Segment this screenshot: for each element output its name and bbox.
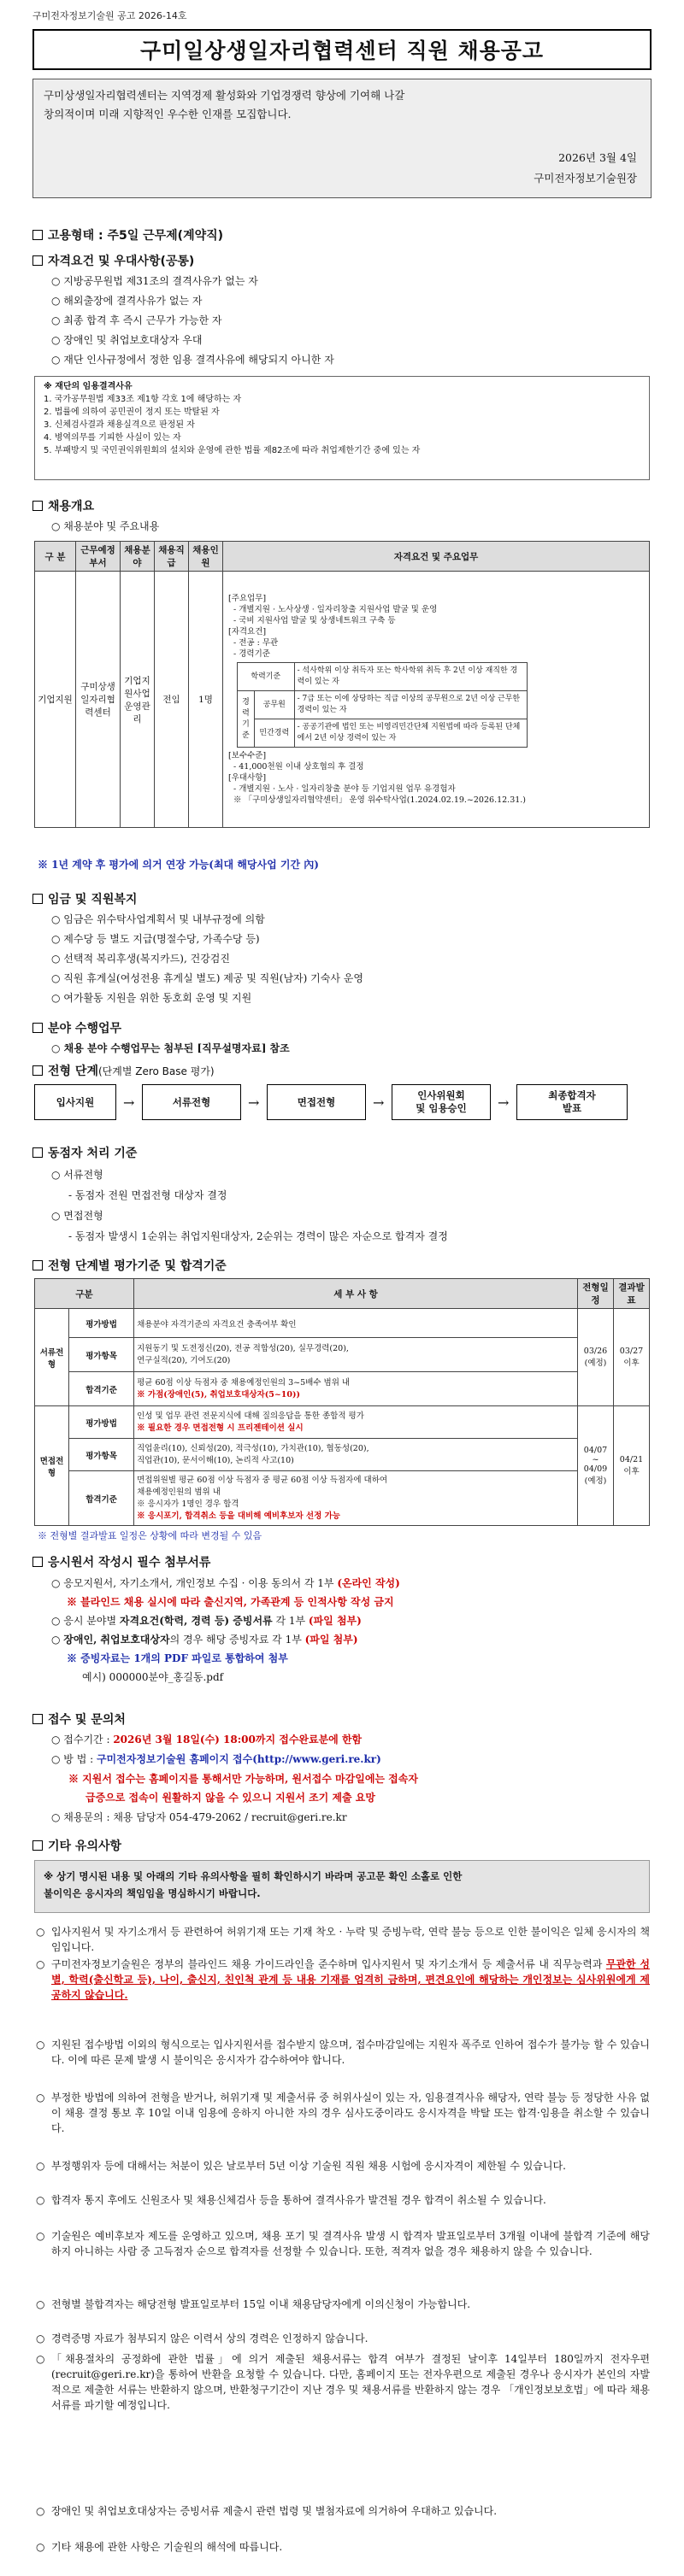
- qual-side: 경력기준: [238, 691, 255, 748]
- section-title: 접수 및 문의처: [48, 1713, 126, 1727]
- stage-document: 서류전형: [142, 1084, 241, 1120]
- bullet-icon: ○: [36, 1958, 45, 1970]
- arrow-right-icon: →: [498, 1094, 510, 1111]
- text-part: ○ 응모지원서, 자기소개서, 개인정보 수집 · 이용 동의서 각 1부: [51, 1577, 338, 1589]
- list-item: ○ 장애인 및 취업보호대상자 우대: [51, 334, 203, 346]
- cell-grade: 전임: [155, 572, 189, 828]
- note-item: [36, 2351, 650, 2449]
- col-header: 채용직급: [155, 542, 189, 572]
- note-emphasis: 무관한 성별, 학력(출신학교 등), 나이, 출신지, 친인척 관계 등 내용 기재를 엄격히 금하며, 편견요인에 해당하는 개인정보는 심사위원에게 제공하지 않습니다.: [51, 1958, 650, 2001]
- doc-result: 03/27 이후: [614, 1309, 650, 1406]
- iv-result: 04/21 이후: [614, 1406, 650, 1526]
- note-text: 장애인 및 취업보호대상자는 증빙서류 제출시 관련 법령 및 별첨자료에 의거하여 우대하고 있습니다.: [51, 2505, 498, 2517]
- stage-flow: [34, 1074, 650, 1127]
- note-text: 경력증명 자료가 첨부되지 않은 이력서 상의 경력은 인정하지 않습니다.: [51, 2332, 369, 2344]
- intro-date: 2026년 3월 4일: [558, 151, 637, 164]
- col-header: 결과발표: [614, 1279, 650, 1309]
- section-documents: [32, 1553, 210, 1570]
- evaluation-table: [34, 1278, 650, 1526]
- value-line: 채용예정인원의 범위 내: [137, 1487, 221, 1497]
- list-item: ○ 선택적 복리후생(복지카드), 건강검진: [51, 953, 230, 965]
- cell-duties: [223, 572, 650, 828]
- section-wages: [32, 890, 137, 907]
- checkbox-icon: [32, 1023, 43, 1033]
- list-item: [51, 1732, 362, 1747]
- list-item: [51, 1613, 362, 1628]
- list-item: ○ 제수당 등 별도 지급(명절수당, 가족수당 등): [51, 933, 260, 945]
- list-item: ○ 여가활동 지원을 위한 동호회 운영 및 지원: [51, 992, 252, 1004]
- doc-schedule: 03/26 (예정): [578, 1309, 614, 1406]
- col-header: 세 부 사 항: [134, 1279, 578, 1309]
- stage-final: 최종합격자 발표: [516, 1084, 628, 1120]
- section-qualifications: [32, 252, 194, 269]
- row-value: [134, 1372, 578, 1406]
- salary-item: - 41,000천원 이내 상호협의 후 결정: [233, 762, 364, 772]
- qual-key: 민간경력: [255, 719, 295, 748]
- bullet-icon: ○: [36, 2505, 45, 2517]
- section-contact: [32, 1710, 126, 1728]
- note-text: 합격자 통지 후에도 신원조사 및 채용신체검사 등을 통하여 결격사유가 발견될 경우 합격이 취소될 수 있습니다.: [51, 2194, 546, 2206]
- arrow-right-icon: →: [373, 1094, 385, 1111]
- section-evaluation: [32, 1257, 227, 1274]
- text-part: ○ 접수기간 :: [51, 1734, 114, 1746]
- checkbox-icon: [32, 501, 43, 511]
- value-line: 평균 60점 이상 득점자 중 채용예정인원의 3~5배수 범위 내: [137, 1377, 351, 1388]
- value-line: ※ 응시자가 1명인 경우 합격: [137, 1499, 239, 1509]
- row-key: 합격기준: [69, 1471, 134, 1526]
- value-line: 면접위원별 평균 60점 이상 득점자 중 평균 60점 이상 득점자에 대하여: [137, 1475, 388, 1485]
- list-item: [51, 1576, 400, 1591]
- pref-item: ※ 「구미상생일자리협약센터」 운영 위수탁사업(1.2024.02.19.~2026.12.31.): [233, 795, 527, 805]
- text-part: (온라인 작성): [337, 1577, 400, 1589]
- stage-iv-label: 면접전형: [35, 1406, 69, 1526]
- stage-committee: 인사위원회 및 임용승인: [392, 1084, 491, 1120]
- value-line: 연구실적(20), 기여도(20): [137, 1355, 231, 1365]
- section-title: 전형 단계: [48, 1065, 98, 1078]
- subsection-label: ○ 채용분야 및 주요내용: [51, 520, 160, 532]
- section-title: 채용개요: [48, 500, 95, 513]
- disq-item: 1. 국가공무원법 제33조 제1항 각호 1에 해당하는 자: [44, 395, 242, 404]
- notice-line: 불이익은 응시자의 책임임을 명심하시기 바랍니다.: [44, 1887, 261, 1899]
- qual-value: - 7급 또는 이에 상당하는 직급 이상의 공무원으로 2년 이상 근무한 경력이 있는 자: [294, 691, 527, 719]
- disq-item: 4. 병역의무를 기피한 사실이 있는 자: [44, 433, 181, 443]
- checkbox-icon: [32, 1147, 43, 1158]
- list-item: ○ 재단 인사규정에서 정한 임용 결격사유에 해당되지 아니한 자: [51, 354, 334, 366]
- notice-line: ※ 상기 명시된 내용 및 아래의 기타 유의사항을 필히 확인하시기 바라며 공고문 확인 소홀로 인한: [44, 1870, 463, 1882]
- section-title: 자격요건 및 우대사항(공통): [48, 255, 195, 268]
- section-title: 기타 유의사항: [48, 1840, 122, 1853]
- section-title: 전형 단계별 평가기준 및 합격기준: [48, 1259, 227, 1273]
- apply-link[interactable]: 구미전자정보기술원 홈페이지 접수(http://www.geri.re.kr): [96, 1753, 381, 1765]
- section-tie-break: [32, 1144, 137, 1161]
- checkbox-icon: [32, 1557, 43, 1567]
- row-value: [134, 1439, 578, 1471]
- cell-field: 기업지원사업운영관리: [121, 572, 155, 828]
- note-item: [36, 2228, 650, 2293]
- col-header: 전형일정: [578, 1279, 614, 1309]
- qual-value: - 석사학위 이상 취득자 또는 학사학위 취득 후 2년 이상 재직한 경력이 있는 자: [294, 663, 527, 691]
- col-header: 근무예정부서: [76, 542, 121, 572]
- list-item: [51, 1752, 381, 1767]
- bullet-icon: ○: [36, 2194, 45, 2206]
- note-text: 부정한 방법에 의하여 전형을 받거나, 허위기재 및 제출서류 중 허위사실이 있는 자, 임용결격사유 해당자, 연락 불능 등 정당한 사유 없이 채용 결정 통보 후 10일 이내 임용에 응하지 아니한 자의 경우 심사도중이라도 응시자격을 박탈 또는 합격·임용을 취소할 수 있습니다.: [51, 2092, 650, 2134]
- text-part: 자격요건(학력, 경력 등) 증빙서류: [119, 1615, 273, 1627]
- disq-item: 3. 신체검사결과 채용실격으로 판정된 자: [44, 420, 195, 430]
- note-item: [36, 2297, 650, 2327]
- intro-text-1: 구미상생일자리협력센터는 지역경제 활성화와 기업경쟁력 향상에 기여해 나갈: [44, 89, 405, 102]
- cell-dept: 구미상생일자리협력센터: [76, 572, 121, 828]
- row-key: 평가방법: [69, 1309, 134, 1338]
- pref-item: - 개별지원 · 노사 · 일자리창출 분야 등 기업지원 업무 유경험자: [233, 784, 456, 794]
- section-title: 응시원서 작성시 필수 첨부서류: [48, 1556, 211, 1570]
- disq-title: ※ 재단의 임용결격사유: [44, 382, 133, 391]
- row-value: [134, 1338, 578, 1372]
- list-item: ○ 최종 합격 후 즉시 근무가 가능한 자: [51, 314, 222, 326]
- text-part: 장애인, 취업보호대상자: [63, 1634, 170, 1646]
- list-item: 급증으로 접속이 원활하지 않을 수 있으니 지원서 조기 제출 요망: [86, 1792, 375, 1804]
- section-title: 고용형태 : 주5일 근무제(계약직): [48, 229, 224, 243]
- page-title: 구미일상생일자리협력센터 직원 채용공고: [139, 38, 545, 63]
- intro-box: [32, 79, 652, 198]
- stage-doc-label: 서류전형: [35, 1309, 69, 1406]
- bullet-icon: ○: [36, 2541, 45, 2553]
- note-item: [36, 2539, 650, 2556]
- list-item: ○ 지방공무원법 제31조의 결격사유가 없는 자: [51, 275, 258, 287]
- qual-subtable: [237, 662, 528, 748]
- intro-text-2: 창의적이며 미래 지향적인 우수한 인재를 모집합니다.: [44, 108, 292, 120]
- qual-key: 학력기준: [238, 663, 295, 691]
- list-item: - 동점자 전원 면접전형 대상자 결정: [68, 1189, 227, 1201]
- text-part: 각 1부: [272, 1615, 309, 1627]
- checkbox-icon: [32, 230, 43, 240]
- row-value: [134, 1406, 578, 1439]
- note-text: 「채용절차의 공정화에 관한 법률」에 의거 제출된 채용서류는 합격 여부가 결정된 날이후 14일부터 180일까지 전자우편(recruit@geri.re.kr)을 통하여 반환을 요청할 수 있습니다. 다만, 홈페이지 또는 전자우편으로 제출된 경우나 응시자가 본인의 자발적으로 제출한 서류는 반환하지 않으며, 반환청구기간이 지난 경우 및 채용서류를 반환하지 않는 경우 「개인정보보호법」에 따라 채용 서류를 파기할 예정입니다.: [51, 2353, 650, 2411]
- bullet-icon: ○: [36, 2092, 45, 2104]
- note-item: [36, 2331, 650, 2348]
- list-item: ※ 지원서 접수는 홈페이지를 통해서만 가능하며, 원서접수 마감일에는 접속자: [68, 1773, 418, 1785]
- col-header: 구 분: [35, 542, 76, 572]
- text-part: ○: [51, 1634, 64, 1646]
- note-text: 입사지원서 및 자기소개서 등 관련하여 허위기재 또는 기재 착오 · 누락 및 증빙누락, 연락 불능 등으로 인한 불이익은 일체 응시자의 책임입니다.: [51, 1926, 650, 1953]
- list-item: ○ 서류전형: [51, 1169, 103, 1181]
- col-header: 채용분야: [121, 542, 155, 572]
- disqualification-box: [34, 376, 650, 480]
- note-text: 부정행위자 등에 대해서는 처분이 있은 날로부터 5년 이상 기술원 직원 채용 시험에 응시자격이 제한될 수 있습니다.: [51, 2160, 566, 2172]
- section-notes: [32, 1837, 121, 1854]
- note-text: 기술원은 예비후보자 제도를 운영하고 있으며, 채용 포기 및 결격사유 발생 시 합격자 발표일로부터 3개월 이내에 불합격 기준에 해당하지 아니하는 사람 중 고득점자 순으로 합격자를 선정할 수 있습니다. 또한, 적격자 없을 경우 채용하지 않을 수 있습니다.: [51, 2230, 650, 2257]
- section-duties: [32, 1019, 121, 1036]
- duty-item: - 국비 지원사업 발굴 및 상생네트워크 구축 등: [233, 616, 396, 625]
- list-item: ○ 면접전형: [51, 1210, 103, 1222]
- row-key: 평가항목: [69, 1338, 134, 1372]
- bullet-icon: ○: [36, 1926, 45, 1938]
- note-item: [36, 2037, 650, 2086]
- section-subtitle: (단계별 Zero Base 평가): [97, 1065, 215, 1077]
- cell-category: 기업지원: [35, 572, 76, 828]
- text-part: 2026년 3월 18일(수) 18:00까지 접수완료분에 한함: [113, 1734, 363, 1746]
- section-title: 동점자 처리 기준: [48, 1147, 138, 1160]
- arrow-right-icon: →: [123, 1094, 135, 1111]
- stage-apply: 입사지원: [34, 1084, 116, 1120]
- list-item: 예시) 000000분야_홍길동.pdf: [82, 1671, 224, 1683]
- intro-org: 구미전자정보기술원장: [534, 172, 637, 185]
- section-employment-type: [32, 226, 223, 244]
- evaluation-footnote: ※ 전형별 결과발표 일정은 상황에 따라 변경될 수 있음: [38, 1530, 262, 1541]
- salary-title: [보수수준]: [228, 751, 267, 760]
- note-item: [36, 2192, 650, 2223]
- note-text: 기타 채용에 관한 사항은 기술원의 해석에 따릅니다.: [51, 2541, 283, 2553]
- value-line: ※ 필요한 경우 면접전형 시 프리젠테이션 실시: [137, 1423, 304, 1433]
- note-text: 전형별 불합격자는 해당전형 발표일로부터 15일 이내 채용담당자에게 이의신청이 가능합니다.: [51, 2298, 471, 2310]
- arrow-right-icon: →: [248, 1094, 260, 1111]
- note-item: [36, 2158, 650, 2189]
- checkbox-icon: [32, 255, 43, 266]
- row-key: 합격기준: [69, 1372, 134, 1406]
- note-item: [36, 1957, 650, 2021]
- qual-item: - 전공 : 무관: [233, 638, 279, 648]
- disq-item: 2. 법률에 의하여 공민권이 정지 또는 박탈된 자: [44, 408, 220, 417]
- text-part: (파일 첨부): [304, 1634, 358, 1646]
- value-line: 직업관(10), 문서이해(10), 논리적 사고(10): [137, 1455, 294, 1465]
- disq-item: 5. 부패방지 및 국민권익위원회의 설치와 운영에 관한 법률 제82조에 따라 취업제한기간 중에 있는 자: [44, 446, 421, 455]
- bullet-icon: ○: [36, 2230, 45, 2242]
- value-line: ※ 응시포기, 합격취소 등을 대비해 예비후보자 선정 가능: [137, 1511, 340, 1521]
- value-line: 인성 및 업무 관련 전문지식에 대해 질의응답을 통한 종합적 평가: [137, 1411, 364, 1421]
- note-item: [36, 1924, 650, 1953]
- list-item: ※ 증빙자료는 1개의 PDF 파일로 통합하여 첨부: [67, 1652, 288, 1664]
- note-item: [36, 2503, 650, 2534]
- checkbox-icon: [32, 1260, 43, 1270]
- list-item: ○ 채용문의 : 채용 담당자 054-479-2062 / recruit@geri.re.kr: [51, 1811, 347, 1823]
- list-item: ○ 채용 분야 수행업무는 첨부된 [직무설명자료] 참조: [51, 1042, 290, 1054]
- bullet-icon: ○: [36, 2353, 45, 2365]
- note-text: 지원된 접수방법 이외의 형식으로는 입사지원서를 접수받지 않으며, 접수마감일에는 지원자 폭주로 인하여 접수가 불가능 할 수 있습니다. 이에 따른 문제 발생 시 불이익은 응시자가 감수하여야 합니다.: [51, 2039, 650, 2066]
- list-item: ※ 블라인드 채용 실시에 따라 출신지역, 가족관계 등 인적사항 작성 금지: [67, 1596, 394, 1608]
- overview-footnote: ※ 1년 계약 후 평가에 의거 연장 가능(최대 해당사업 기간 內): [38, 859, 319, 871]
- col-header: 채용인원: [189, 542, 223, 572]
- col-header: 구분: [35, 1279, 134, 1309]
- checkbox-icon: [32, 1714, 43, 1724]
- notice-box: [34, 1860, 650, 1913]
- list-item: [51, 1632, 358, 1647]
- bullet-icon: ○: [36, 2298, 45, 2310]
- list-item: - 동점자 발생시 1순위는 취업지원대상자, 2순위는 경력이 많은 자순으로 합격자 결정: [68, 1230, 448, 1242]
- bullet-icon: ○: [36, 2039, 45, 2051]
- text-part: ○ 응시 분야별: [51, 1615, 120, 1627]
- list-item: ○ 임금은 위수탁사업계획서 및 내부규정에 의함: [51, 913, 265, 925]
- stage-interview: 면접전형: [267, 1084, 366, 1120]
- pref-title: [우대사항]: [228, 773, 267, 783]
- qual-item: - 경력기준: [233, 649, 270, 659]
- section-overview: [32, 497, 94, 514]
- checkbox-icon: [32, 894, 43, 904]
- qual-key: 공무원: [255, 691, 295, 719]
- cell-count: 1명: [189, 572, 223, 828]
- row-value: [134, 1471, 578, 1526]
- list-item: ○ 해외출장에 결격사유가 없는 자: [51, 295, 203, 307]
- note-item: [36, 2090, 650, 2155]
- overview-table: [34, 541, 650, 828]
- iv-schedule: 04/07 ~ 04/09 (예정): [578, 1406, 614, 1526]
- section-title: 분야 수행업무: [48, 1022, 122, 1036]
- qual-value: - 공공기관에 법인 또는 비영리민간단체 지원법에 따라 등록된 단체에서 2년 이상 경력이 있는 자: [294, 719, 527, 748]
- duty-item: - 개별지원 · 노사상생 · 일자리창출 지원사업 발굴 및 운영: [233, 605, 438, 614]
- checkbox-icon: [32, 1840, 43, 1851]
- bullet-icon: ○: [36, 2332, 45, 2344]
- duties-title: [주요업무]: [228, 594, 267, 603]
- qual-title: [자격요건]: [228, 627, 267, 637]
- text-part: 의 경우 해당 증빙자료 각 1부: [169, 1634, 305, 1646]
- value-line: ※ 가점(장애인(5), 취업보호대상자(5~10)): [137, 1389, 301, 1399]
- row-key: 평가방법: [69, 1406, 134, 1439]
- text-part: ○ 방 법 :: [51, 1753, 97, 1765]
- row-value: 채용분야 자격기준의 자격요건 충족여부 확인: [134, 1309, 578, 1338]
- value-line: 직업윤리(10), 신뢰성(20), 적극성(10), 가치관(10), 협동성(20),: [137, 1443, 369, 1453]
- value-line: 지원동기 및 도전정신(20), 전공 적합성(20), 실무경력(20),: [137, 1343, 349, 1353]
- section-title: 임금 및 직원복지: [48, 893, 138, 907]
- notice-number: 구미전자정보기술원 공고 2026-14호: [32, 10, 187, 21]
- note-text: 구미전자정보기술원은 정부의 블라인드 채용 가이드라인을 준수하며 입사지원서 및 자기소개서 등 제출서류 내 직무능력과: [51, 1958, 606, 1970]
- list-item: ○ 직원 휴게실(여성전용 휴게실 별도) 제공 및 직원(남자) 기숙사 운영: [51, 972, 363, 984]
- col-header: 자격요건 및 주요업무: [223, 542, 650, 572]
- title-box: [32, 29, 652, 70]
- bullet-icon: ○: [36, 2160, 45, 2172]
- text-part: (파일 첨부): [308, 1615, 362, 1627]
- row-key: 평가항목: [69, 1439, 134, 1471]
